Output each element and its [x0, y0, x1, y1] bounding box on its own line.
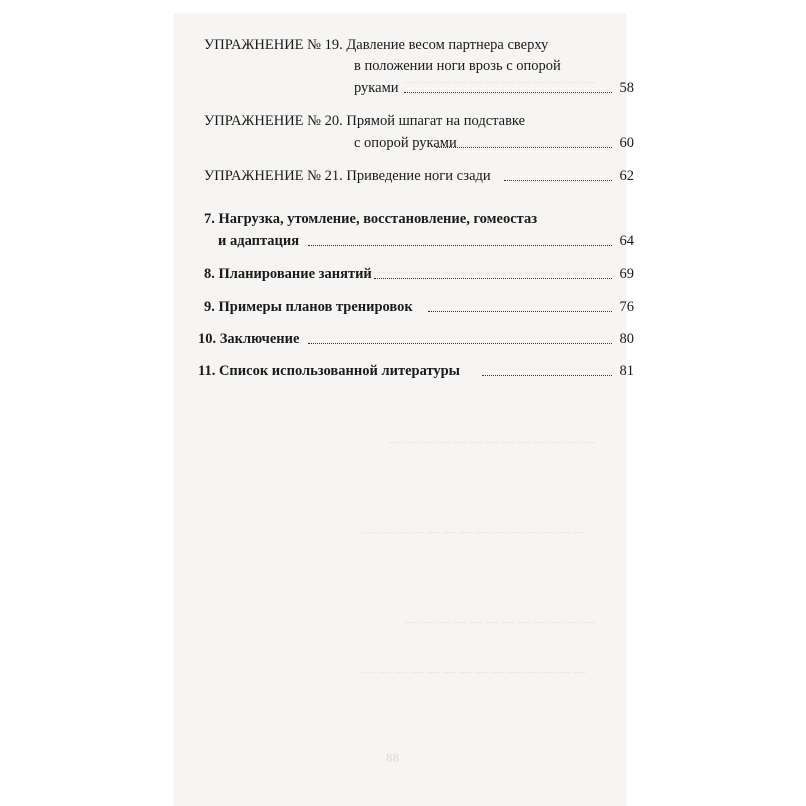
- dot-leader: [436, 147, 612, 148]
- dot-leader: [404, 92, 612, 93]
- table-of-contents: [174, 14, 634, 806]
- page-folio-ghost: 88: [386, 750, 399, 765]
- toc-page-number: 62: [619, 168, 634, 184]
- toc-page-number: 58: [619, 80, 634, 96]
- book-page: [174, 14, 634, 806]
- toc-page-number: 80: [619, 331, 634, 347]
- dot-leader: [428, 311, 612, 312]
- toc-entry-title: 10. Заключение: [198, 331, 300, 347]
- toc-entry-title: УПРАЖНЕНИЕ № 21. Приведение ноги сзади: [204, 168, 491, 184]
- toc-entry-continuation: и адаптация: [218, 233, 300, 249]
- toc-page-number: 81: [619, 363, 634, 379]
- toc-entry-title: УПРАЖНЕНИЕ № 19. Давление весом партнера сверху: [204, 37, 549, 53]
- toc-page-number: 69: [619, 266, 634, 282]
- dot-leader: [308, 343, 612, 344]
- dot-leader: [308, 245, 612, 246]
- toc-page-number: 60: [619, 135, 634, 151]
- toc-entry-title: УПРАЖНЕНИЕ № 20. Прямой шпагат на подставке: [204, 113, 526, 129]
- toc-entry-continuation: в положении ноги врозь с опорой: [354, 58, 561, 74]
- toc-entry-title: 11. Список использованной литературы: [198, 363, 461, 379]
- toc-entry-continuation: руками: [354, 80, 399, 96]
- toc-entry-title: 7. Нагрузка, утомление, восстановление, гомеостаз: [204, 211, 538, 227]
- dot-leader: [374, 278, 612, 279]
- dot-leader: [504, 180, 612, 181]
- toc-page-number: 76: [619, 299, 634, 315]
- toc-entry-title: 9. Примеры планов тренировок: [204, 299, 413, 315]
- bleed-through-text: — — — — — — — — — — — — — — — — — — — — — — — — — — — — — — — — — — — — — — — — — — — — — — — — — — — — — — — — — — — — — — — — — — — — — — — — — — — — — — —: [361, 74, 596, 679]
- toc-entry-continuation: с опорой руками: [354, 135, 457, 151]
- toc-page-number: 64: [619, 233, 634, 249]
- dot-leader: [482, 375, 612, 376]
- toc-entry-title: 8. Планирование занятий: [204, 266, 372, 282]
